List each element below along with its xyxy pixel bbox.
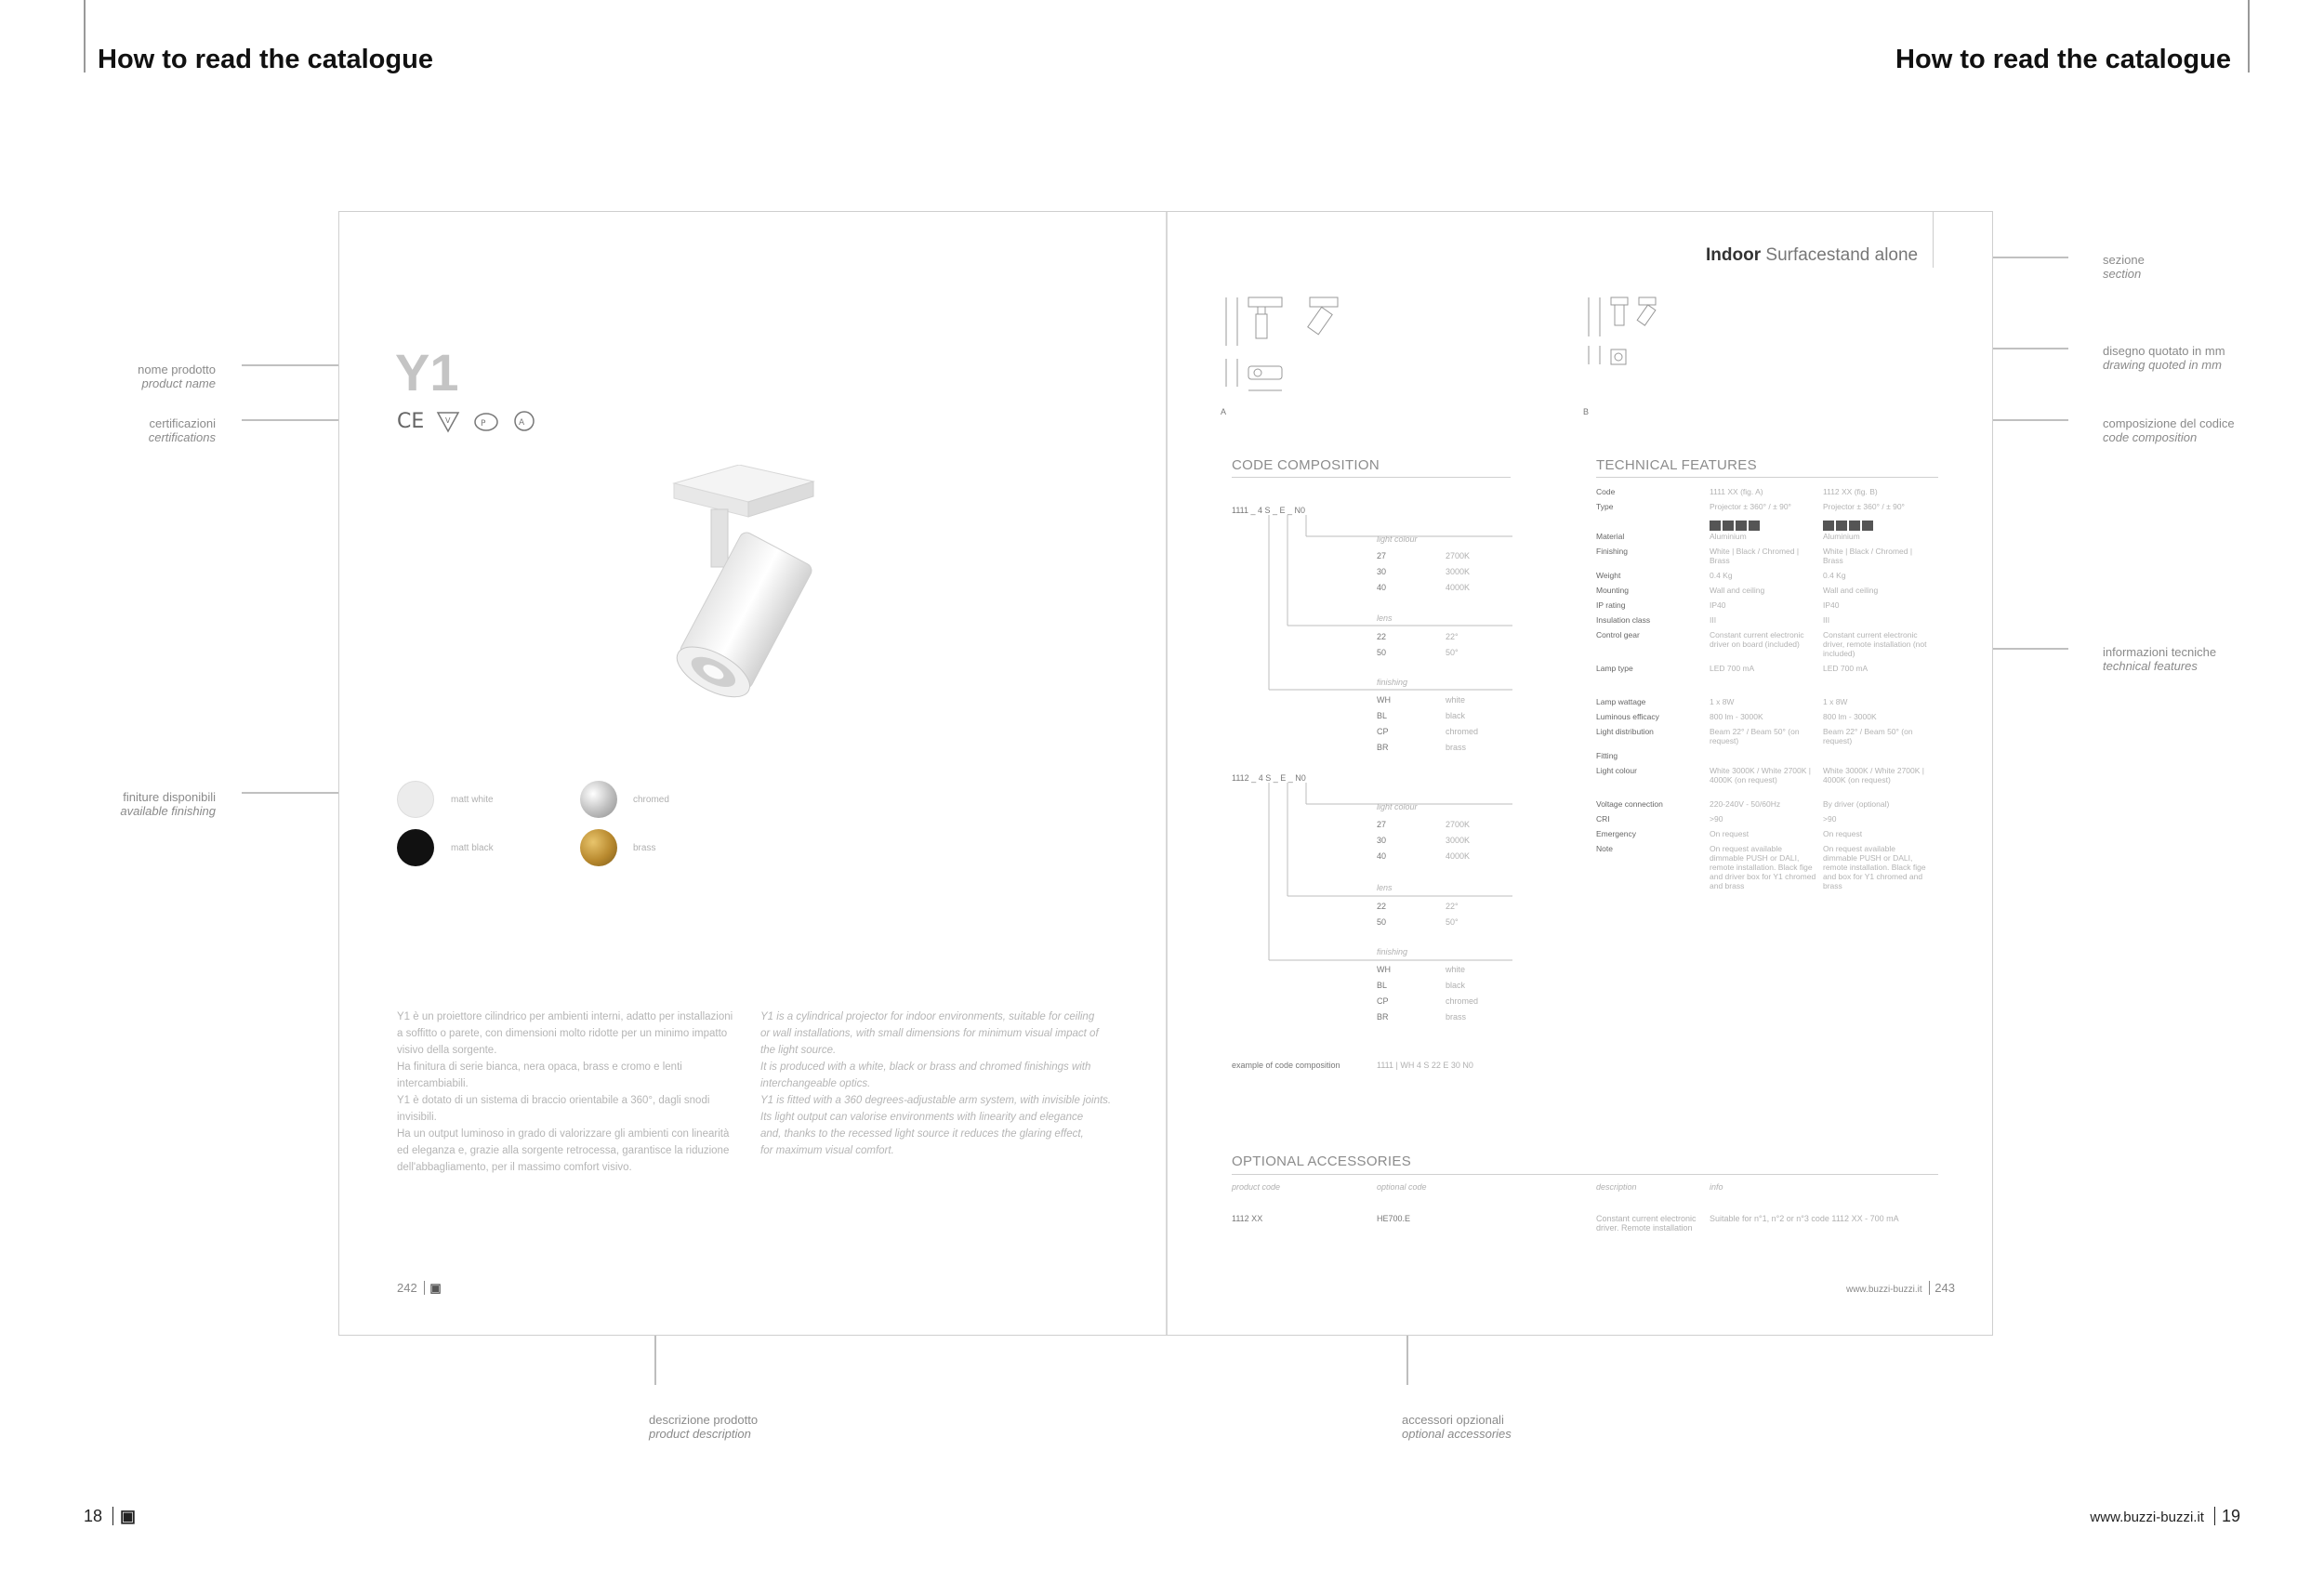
rohs-cert-icon — [473, 411, 499, 433]
code2-fin-bl: BL — [1377, 981, 1388, 990]
code-example-label: example of code composition — [1232, 1061, 1340, 1070]
tech-value: 1 x 8W — [1710, 697, 1735, 706]
tech-label: Lamp type — [1596, 664, 1633, 673]
product-image — [646, 465, 841, 706]
opt-description: Constant current electronic driver. Remote installation — [1596, 1214, 1697, 1233]
opt-header-optional-code: optional code — [1377, 1182, 1427, 1192]
optional-accessories-title: OPTIONAL ACCESSORIES — [1232, 1154, 1411, 1169]
tech-value: Aluminium — [1710, 532, 1747, 541]
description-english: Y1 is a cylindrical projector for indoor environments, suitable for ceiling or wall installations, with small dimensions for minimum visual impact of the light source. It is produced with a white, black or brass and chromed finishings with interchangeable optics. Y1 is fitted with a 360 degrees-adjustable arm system, with invisible joints. Its light output can valorise environments with linearity and elegance and, thanks to the recessed light source it reduces the glaring effect, for maximum visual comfort. — [760, 1011, 1112, 1156]
code1-cct-40: 40 — [1377, 583, 1387, 592]
code1-finishing-label: finishing — [1377, 678, 1408, 687]
footer-left: 18 ▣ — [84, 1507, 137, 1525]
opt-header-info: info — [1710, 1182, 1723, 1192]
code2-lens-22: 22 — [1377, 902, 1387, 911]
code2-lens-50-val: 50° — [1446, 917, 1459, 927]
ce-mark-icon: C​E — [397, 410, 425, 433]
swatch-matt-black — [397, 829, 434, 866]
opt-info: Suitable for n°1, n°2 or n°3 code 1112 XX - 700 mA — [1710, 1214, 1899, 1223]
type-icons — [1710, 519, 1762, 535]
right-page-footer: www.buzzi-buzzi.it 243 — [1845, 1281, 1955, 1295]
code1-light-colour-label: light colour — [1377, 534, 1418, 544]
tech-value: 1112 XX (fig. B) — [1823, 487, 1878, 496]
code-1112: 1112 _ 4 S _ E _ N0 — [1232, 773, 1306, 783]
technical-drawing-b — [1583, 294, 1695, 368]
code1-cct-27: 27 — [1377, 551, 1387, 560]
swatch-brass — [580, 829, 617, 866]
code-1111: 1111 _ 4 S _ E _ N0 — [1232, 506, 1306, 515]
tech-label: Control gear — [1596, 630, 1640, 639]
swatch-matt-white — [397, 781, 434, 818]
tech-value: IP40 — [1823, 600, 1840, 610]
code2-lens-22-val: 22° — [1446, 902, 1459, 911]
code2-fin-cp-val: chromed — [1446, 996, 1479, 1006]
annotation-technical: informazioni tecniche technical features — [2103, 645, 2217, 673]
tech-value: LED 700 mA — [1710, 664, 1755, 673]
code2-fin-br-val: brass — [1446, 1012, 1467, 1022]
finish-label-matt-black: matt black — [451, 843, 494, 853]
tech-value: III — [1710, 615, 1717, 625]
optional-accessories-rule — [1232, 1174, 1938, 1175]
code2-fin-bl-val: black — [1446, 981, 1466, 990]
tech-label: Weight — [1596, 571, 1621, 580]
tech-value: On request — [1823, 829, 1863, 838]
code-composition-rule — [1232, 477, 1511, 478]
annotation-drawing: disegno quotato in mm drawing quoted in mm — [2103, 344, 2225, 372]
code1-fin-cp: CP — [1377, 727, 1389, 736]
triangle-cert-icon — [436, 411, 460, 433]
tech-label: Insulation class — [1596, 615, 1651, 625]
annotation-finishing: finiture disponibili available finishing — [120, 790, 216, 818]
feature-icon — [1736, 521, 1747, 531]
tech-label: Voltage connection — [1596, 799, 1663, 809]
opt-optional-code: HE700.E — [1377, 1214, 1411, 1223]
tech-value: Wall and ceiling — [1823, 586, 1879, 595]
brand-logo-icon: ▣ — [424, 1281, 441, 1295]
code1-lens-22: 22 — [1377, 632, 1387, 641]
section-rule — [1933, 212, 1934, 268]
tech-value: Beam 22° / Beam 50° (on request) — [1823, 727, 1913, 745]
catalogue-spread — [338, 211, 1993, 1336]
tech-value: >90 — [1710, 814, 1723, 824]
tech-value: White | Black / Chromed | Brass — [1710, 547, 1800, 565]
tech-value: 1 x 8W — [1823, 697, 1848, 706]
tech-value: White 3000K / White 2700K | 4000K (on request) — [1823, 766, 1924, 784]
code2-cct-27-val: 2700K — [1446, 820, 1471, 829]
tech-value: 0.4 Kg — [1710, 571, 1733, 580]
drawing-label-a: A — [1221, 407, 1227, 416]
code2-fin-br: BR — [1377, 1012, 1389, 1022]
tech-value: 800 lm - 3000K — [1710, 712, 1763, 721]
tech-label: Finishing — [1596, 547, 1629, 556]
tech-label: CRI — [1596, 814, 1610, 824]
code1-fin-br: BR — [1377, 743, 1389, 752]
tech-label: Fitting — [1596, 751, 1618, 760]
description-italian: Y1 è un proiettore cilindrico per ambienti interni, adatto per installazioni a soffitto o parete, con dimensioni molto ridotte per un minimo impatto visivo della sorgente. Ha finitura di serie bianca, nera opaca, brass e cromo e lenti intercambiabili. Y1 è dotato di un sistema di braccio orientabile a 360°, dagli snodi invisibili. Ha un output luminoso in grado di valorizzare gli ambienti con linearità ed eleganza e, grazie alla sorgente retrocessa, garantisce la riduzione dell'abbagliamento, per il massimo comfort visivo. — [397, 1011, 733, 1173]
code2-lens-label: lens — [1377, 883, 1393, 892]
tech-label: Material — [1596, 532, 1625, 541]
code2-cct-30: 30 — [1377, 836, 1387, 845]
tech-value: III — [1823, 615, 1830, 625]
code2-fin-wh: WH — [1377, 965, 1391, 974]
svg-text:A: A — [519, 418, 525, 428]
code1-lens-50: 50 — [1377, 648, 1387, 657]
code1-fin-wh: WH — [1377, 695, 1391, 705]
code1-fin-wh-val: white — [1446, 695, 1466, 705]
tech-label: Light distribution — [1596, 727, 1654, 736]
code2-cct-27: 27 — [1377, 820, 1387, 829]
code1-cct-27-val: 2700K — [1446, 551, 1471, 560]
tech-label: Type — [1596, 502, 1614, 511]
annotation-section: sezione section — [2103, 253, 2145, 281]
feature-icon — [1723, 521, 1734, 531]
feature-icon — [1836, 521, 1847, 531]
tech-value: 0.4 Kg — [1823, 571, 1846, 580]
finish-label-matt-white: matt white — [451, 795, 494, 805]
tech-label: Emergency — [1596, 829, 1636, 838]
tech-value: 1111 XX (fig. A) — [1710, 487, 1763, 496]
enec-cert-icon — [512, 409, 538, 433]
footer-brand-icon: ▣ — [112, 1507, 136, 1525]
code2-finishing-label: finishing — [1377, 947, 1408, 956]
tech-value: Constant current electronic driver on board (included) — [1710, 630, 1804, 649]
tech-value: >90 — [1823, 814, 1837, 824]
opt-header-product-code: product code — [1232, 1182, 1281, 1192]
tech-value: IP40 — [1710, 600, 1726, 610]
code1-lens-label: lens — [1377, 613, 1393, 623]
tech-label: Code — [1596, 487, 1616, 496]
code1-fin-br-val: brass — [1446, 743, 1467, 752]
tech-label: Note — [1596, 844, 1613, 853]
svg-text:P: P — [481, 419, 486, 428]
tech-label: IP rating — [1596, 600, 1626, 610]
tech-value: Projector ± 360° / ± 90° — [1823, 502, 1905, 511]
technical-features-title: TECHNICAL FEATURES — [1596, 457, 1757, 473]
technical-features-rule — [1596, 477, 1938, 478]
tech-value: Projector ± 360° / ± 90° — [1710, 502, 1791, 511]
tech-value: Wall and ceiling — [1710, 586, 1765, 595]
code2-lens-50: 50 — [1377, 917, 1387, 927]
code-example-value: 1111 | WH 4 S 22 E 30 N0 — [1377, 1061, 1473, 1070]
tech-value: Beam 22° / Beam 50° (on request) — [1710, 727, 1800, 745]
code1-lens-50-val: 50° — [1446, 648, 1459, 657]
technical-drawing-a — [1221, 294, 1388, 396]
annotation-product-name: nome prodotto product name — [138, 363, 216, 390]
tech-value: 220-240V - 50/60Hz — [1710, 799, 1781, 809]
tech-value: On request available dimmable PUSH or DALI, remote installation. Black fige and box for Y1 chromed and brass — [1823, 844, 1926, 890]
code1-fin-bl-val: black — [1446, 711, 1466, 720]
product-name: Y1 — [395, 343, 459, 402]
tech-label: Luminous efficacy — [1596, 712, 1659, 721]
code1-fin-bl: BL — [1377, 711, 1388, 720]
type-icons — [1823, 519, 1875, 535]
section-title: Indoor Surfacestand alone — [1706, 245, 1919, 265]
code2-light-colour-label: light colour — [1377, 802, 1418, 811]
annotation-certifications: certificazioni certifications — [148, 416, 216, 444]
footer-right: www.buzzi-buzzi.it 19 — [2090, 1507, 2240, 1525]
tech-label: Light colour — [1596, 766, 1637, 775]
tech-value: Constant current electronic driver, remote installation (not included) — [1823, 630, 1927, 658]
swatch-chromed — [580, 781, 617, 818]
code1-cct-30-val: 3000K — [1446, 567, 1471, 576]
feature-icon — [1823, 521, 1834, 531]
tech-value: LED 700 mA — [1823, 664, 1868, 673]
svg-text:V: V — [445, 416, 451, 425]
feature-icon — [1749, 521, 1760, 531]
tech-value: By driver (optional) — [1823, 799, 1890, 809]
code2-cct-40-val: 4000K — [1446, 851, 1471, 861]
finish-label-brass: brass — [633, 843, 656, 853]
tech-label: Lamp wattage — [1596, 697, 1646, 706]
tech-value: White | Black / Chromed | Brass — [1823, 547, 1913, 565]
tech-value: White 3000K / White 2700K | 4000K (on request) — [1710, 766, 1811, 784]
header-title-left: How to read the catalogue — [98, 45, 433, 74]
finish-label-chromed: chromed — [633, 795, 669, 805]
spread-spine — [1166, 212, 1168, 1335]
code1-cct-30: 30 — [1377, 567, 1387, 576]
code1-fin-cp-val: chromed — [1446, 727, 1479, 736]
tech-value: 800 lm - 3000K — [1823, 712, 1877, 721]
code2-cct-40: 40 — [1377, 851, 1387, 861]
tech-value: On request available dimmable PUSH or DALI, remote installation. Black fige and driver box for Y1 chromed and brass — [1710, 844, 1816, 890]
code1-lens-22-val: 22° — [1446, 632, 1459, 641]
opt-header-description: description — [1596, 1182, 1637, 1192]
opt-product-code: 1112 XX — [1232, 1214, 1263, 1223]
tech-value: Aluminium — [1823, 532, 1860, 541]
feature-icon — [1849, 521, 1860, 531]
left-page-number: 242 ▣ — [397, 1281, 442, 1295]
code2-fin-cp: CP — [1377, 996, 1389, 1006]
code2-cct-30-val: 3000K — [1446, 836, 1471, 845]
code-composition-title: CODE COMPOSITION — [1232, 457, 1380, 473]
code2-fin-wh-val: white — [1446, 965, 1466, 974]
header-title-right: How to read the catalogue — [1895, 45, 2231, 74]
tech-value: On request — [1710, 829, 1750, 838]
annotation-description: descrizione prodotto product description — [649, 1413, 759, 1441]
code1-cct-40-val: 4000K — [1446, 583, 1471, 592]
annotation-code-composition: composizione del codice code composition — [2103, 416, 2235, 444]
drawing-label-b: B — [1583, 407, 1590, 416]
feature-icon — [1862, 521, 1873, 531]
annotation-accessories: accessori opzionali optional accessories — [1402, 1413, 1512, 1441]
feature-icon — [1710, 521, 1721, 531]
tech-label: Mounting — [1596, 586, 1629, 595]
